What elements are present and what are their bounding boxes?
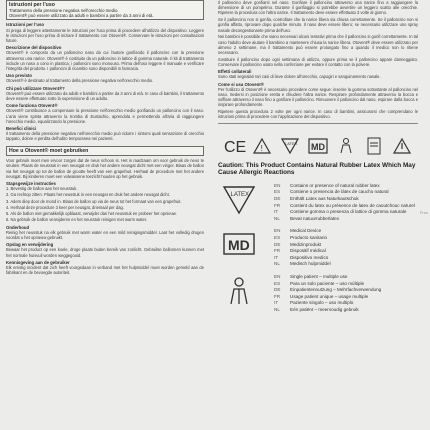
- it-section: [6, 86, 204, 102]
- section-heading: Istruzioni per l'uso: [6, 22, 45, 28]
- ifu-icon: [364, 136, 384, 156]
- legend-text: [274, 274, 381, 314]
- section-heading: Kennisgeving aan de gebruiker: [6, 259, 70, 265]
- section-paragraph: Ripetere questa procedura 2 volte per ogni narice. In caso di bambini, assicurarsi che comprendano le istruzioni prima di procedere con l'applicazione del dispositivo.: [218, 109, 418, 120]
- lang-code: FR: [274, 202, 281, 208]
- section-paragraph: Bewaar het product op een koele, droge plaats buiten bereik van zonlicht. Gebruikte ballonnen kunnen met het normale huisvuil worden weggegooid.: [6, 247, 204, 258]
- lang-code: IT: [274, 254, 279, 260]
- section-paragraph: Otovent® contribuisce a compensare la pressione nell'orecchio medio gonfiando un palloncino con il naso. L'aria viene spinta attraverso la tromba di Eustachio, aprendola e permettendo all'aria di raggiungere l'orecchio medio, equalizzando la pressione.: [6, 108, 204, 124]
- legend-line: Enthält Latex aus Naturkautschuk: [290, 196, 359, 202]
- legend-line: Para un solo paciente – uso múltiple: [290, 280, 365, 286]
- section-heading: Benefici clinici: [6, 126, 37, 132]
- latex-caution: Caution: This Product Contains Natural Rubber Latex Which May Cause Allergic Reactions: [218, 161, 416, 177]
- legend-line: Single patient – multiple use: [290, 273, 348, 279]
- section-heading: Come si usa Otovent®: [218, 81, 264, 87]
- legend-text: [274, 183, 415, 223]
- it-heading-line: Otovent® può essere utilizzato da adulti e bambini a partire da 3 anni di età.: [9, 13, 154, 19]
- lang-code: ES: [274, 234, 281, 240]
- lang-code: NL: [274, 306, 280, 312]
- lang-code: IT: [274, 300, 279, 306]
- step-item: 1. Bevestig de ballon aan het neusstuk.: [6, 186, 78, 192]
- lang-code: FR: [274, 293, 281, 299]
- step-item: 5. Als de ballon niet gemakkelijk opblaast, verwijder dan het neusstuk en probeer het opnieuw.: [6, 211, 177, 217]
- right-column: [218, 0, 418, 430]
- section-heading: Come funziona Otovent®: [6, 103, 58, 109]
- step-item: 2. Ga rechtop zitten. Plaats het neusstuk in een neusgat en druk het andere neusgat dicht.: [6, 192, 170, 198]
- nl-section: [6, 242, 204, 258]
- lang-code: NL: [274, 215, 280, 221]
- legend-single-patient: [218, 274, 418, 314]
- it-section: [6, 103, 204, 124]
- nl-heading-box: [6, 146, 204, 156]
- md-icon: [308, 136, 328, 156]
- lang-code: DE: [274, 196, 281, 202]
- section-paragraph: Elk ernstig incident dat zich heeft voorgedaan in verband met het hulpmiddel moet worden gemeld aan de fabrikant en de bevoegde autoriteit.: [6, 264, 204, 276]
- svg-text:LATEX: LATEX: [285, 140, 298, 146]
- section-paragraph: Per l'utilizzo di Otovent® è necessario procedere come segue: inserire la gomma sottostante al palloncino nel naso. Sedersi in posizione eretta e chiudere l'altra narice. Respirare profondamente attraverso la bocca e soffiare attraverso il naso fino a gonfiare il palloncino. Rimuovere il palloncino dal naso, espirare dalla bocca e inspirare profondamente.: [218, 86, 418, 108]
- section-heading: Chi può utilizzare Otovent®?: [6, 85, 65, 91]
- nl-section: [6, 158, 204, 186]
- section-heading: Uso previsto: [6, 73, 33, 79]
- legend-latex: [218, 183, 418, 223]
- legend-line: Paziente singolo – uso multiplo: [290, 300, 354, 306]
- latex-triangle-icon: [222, 185, 256, 219]
- svg-text:LATEX: LATEX: [230, 191, 250, 198]
- nl-heading-title: Hoe u Otovent® moet gebruiken: [9, 148, 89, 155]
- legend-line: Contient du latex ou présence de latex de caoutchouc naturel: [290, 202, 415, 208]
- it-section: [218, 82, 418, 108]
- legend-line: Eén patiënt – meervoudig gebruik: [290, 306, 359, 312]
- lang-code: NL: [274, 261, 280, 267]
- nl-section: [6, 260, 204, 276]
- lang-code: ES: [274, 189, 281, 195]
- legend-line: Producto sanitario: [290, 234, 328, 240]
- lang-code: DE: [274, 287, 281, 293]
- intro-paragraph: Se il palloncino non si gonfia, controllare che la narice libera sia chiusa correttamente. Se il palloncino non si gonfia affatto, riprovare dopo qualche minuto. Il naso deve essere libero; se necessario utilizzare uno spray nasale decongestionante prima dell'uso.: [218, 17, 418, 33]
- it-heading-box: [6, 0, 204, 20]
- left-column: [6, 0, 204, 430]
- symbols-row: [224, 136, 418, 156]
- legend-line: Contains or presence of natural rubber latex: [290, 182, 380, 188]
- legend-text: [274, 228, 331, 268]
- ce-mark-icon: [224, 136, 247, 156]
- legend-line: Usage patient unique – usage multiple: [290, 293, 369, 299]
- lang-code: EN: [274, 182, 281, 188]
- legend-line: Medisch hulpmiddel: [290, 261, 331, 267]
- lang-code: IT: [274, 209, 279, 215]
- caution-icon: [392, 136, 412, 156]
- lang-code: DE: [274, 241, 281, 247]
- svg-text:CE: CE: [224, 138, 247, 156]
- section-heading: Descrizione del dispositivo: [6, 45, 62, 51]
- legend-line: Medizinprodukt: [290, 241, 322, 247]
- it-heading-line: Trattamento della pressione negativa nell'orecchio medio.: [9, 8, 119, 13]
- it-section: [6, 126, 204, 142]
- lang-code: FR: [274, 248, 281, 254]
- it-section: [218, 69, 418, 79]
- section-paragraph: Il trattamento della pressione negativa nell'orecchio medio può ridurre i sintomi quali sensazione di orecchio tappato, dolore e perdita dell'udito temporanea nei pazienti.: [6, 131, 204, 142]
- svg-text:MD: MD: [311, 141, 325, 152]
- lang-code: ES: [274, 280, 281, 286]
- it-section: [6, 73, 204, 83]
- legend-line: Einpatientennutzung – Mehrfachverwendung: [290, 287, 382, 293]
- md-icon: [222, 230, 256, 264]
- section-paragraph: Otovent® può essere utilizzato da adulti e bambini a partire da 3 anni di età. In caso di bambini, il trattamento deve essere effettuato sotto la supervisione di un adulto.: [6, 90, 204, 102]
- intro-paragraph: Il palloncino deve gonfiarsi nel naso. Gonfiare il palloncino attraverso una narice fino a raggiungere la dimensione di un pompelmo. Durante il gonfiaggio si potrebbe avvertire un leggero scatto alle orecchie. Ripetere la procedura con l'altra narice. Il trattamento deve essere effettuato 3 volte al giorno.: [218, 0, 418, 16]
- legend-line: Dispositivo medico: [290, 254, 329, 260]
- nl-section: [6, 225, 204, 241]
- step-item: 6. Na gebruik de ballon verwijderen en het neusstuk reinigen met warm water.: [6, 217, 148, 223]
- svg-text:!: !: [260, 143, 263, 153]
- step-item: 3. Adem diep door de mond in. Blaas de ballon op via de neus tot het formaat van een grapefruit.: [6, 198, 182, 204]
- section-heading: Onderhoud: [6, 224, 30, 230]
- legend-line: Contiene o presencia de látex de caucho natural: [290, 189, 389, 195]
- svg-text:MD: MD: [228, 237, 250, 254]
- lang-code: EN: [274, 273, 281, 279]
- steps-list: [6, 186, 204, 222]
- divider: [218, 123, 418, 124]
- section-paragraph: Otovent® è destinato al trattamento della pressione negativa nell'orecchio medio.: [6, 78, 154, 84]
- single-patient-icon: [222, 276, 256, 310]
- legend-line: Dispositif médical: [290, 248, 326, 254]
- section-heading: Opslag en verwijdering: [6, 242, 54, 248]
- section-heading: Effetti collaterali: [218, 69, 252, 75]
- section-heading: Stapsgewijze instructies: [6, 181, 56, 187]
- edge-label: Pres: [419, 210, 428, 215]
- it-heading-title: Istruzioni per l'uso: [9, 2, 55, 8]
- legend-line: Contiene gomma o presenza di lattice di gomma naturale: [290, 209, 407, 215]
- intro-paragraph: Nei bambini è possibile che siano necessari alcuni tentativi prima che il palloncino si gonfi correttamente. In tal caso l'adulto deve aiutare il bambino a mantenere chiusa la narice libera. Otovent® deve essere utilizzato per almeno 2 settimane, ma il trattamento può essere prolungato fino a quando il medico non lo ritiene necessario.: [218, 34, 418, 56]
- section-paragraph: Sono stati segnalati rari casi di lieve dolore all'orecchio, capogiri e sanguinamento nasale.: [218, 74, 381, 80]
- it-section: [6, 45, 204, 71]
- it-section: [6, 22, 204, 43]
- section-paragraph: Voor gebruik moet men ervoor zorgen dat de neus schoon is. Het is raadzaam om voor gebruik de neus te snuiten. Plaats de neusstuk in een neusgat en druk het andere neusgat dicht met een vinger. Blaas de ballon via het neusgat op tot de ballon de grootte heeft van een grapefruit. Herhaal de procedure met het andere neusgat. Bij kinderen moet een volwassene toezicht houden op het gebruik.: [6, 158, 204, 179]
- step-item: 4. Herhaal deze procedure 3 keer per neusgat, driemaal per dag.: [6, 204, 124, 210]
- single-patient-icon: [336, 136, 356, 156]
- legend-line: Bevat natuurrubberlatex: [290, 215, 340, 221]
- section-paragraph: Reinig het neusstuk na elk gebruik met warm water en een mild reinigingsmiddel. Laat het volledig drogen voordat u het opnieuw gebruikt.: [6, 229, 204, 240]
- warning-icon: [252, 136, 272, 156]
- latex-icon: [280, 136, 300, 156]
- legend-md: [218, 228, 418, 268]
- lang-code: EN: [274, 228, 281, 234]
- it-section: [218, 109, 418, 119]
- section-paragraph: Si prega di leggere attentamente le istruzioni per l'uso prima di procedere all'utilizzo del dispositivo. Leggere le istruzioni per l'uso prima di iniziare il trattamento con Otovent®. Conservare le istruzioni per consultazioni future.: [6, 27, 204, 44]
- legend-line: Medical Device: [290, 228, 322, 234]
- intro-paragraph: Sostituire il palloncino dopo ogni settimana di utilizzo, oppure prima se il palloncino appare danneggiato. Conservare il palloncino usato nella confezione per evitare il contatto con la polvere.: [218, 56, 418, 68]
- section-paragraph: Otovent® è composto da un palloncino naso da cui l'autore gonfiando il palloncino con la pressione attraverso una narice. Otovent® è costituito da un palloncino in lattice di gomma naturale. Il kit di trattamento include un naso a cono in plastica; i palloncini sono monouso. Prima dell'uso leggere il manuale e verificare l'integrità del prodotto. I palloncini di ricambio sono disponibili in farmacia.: [6, 50, 204, 72]
